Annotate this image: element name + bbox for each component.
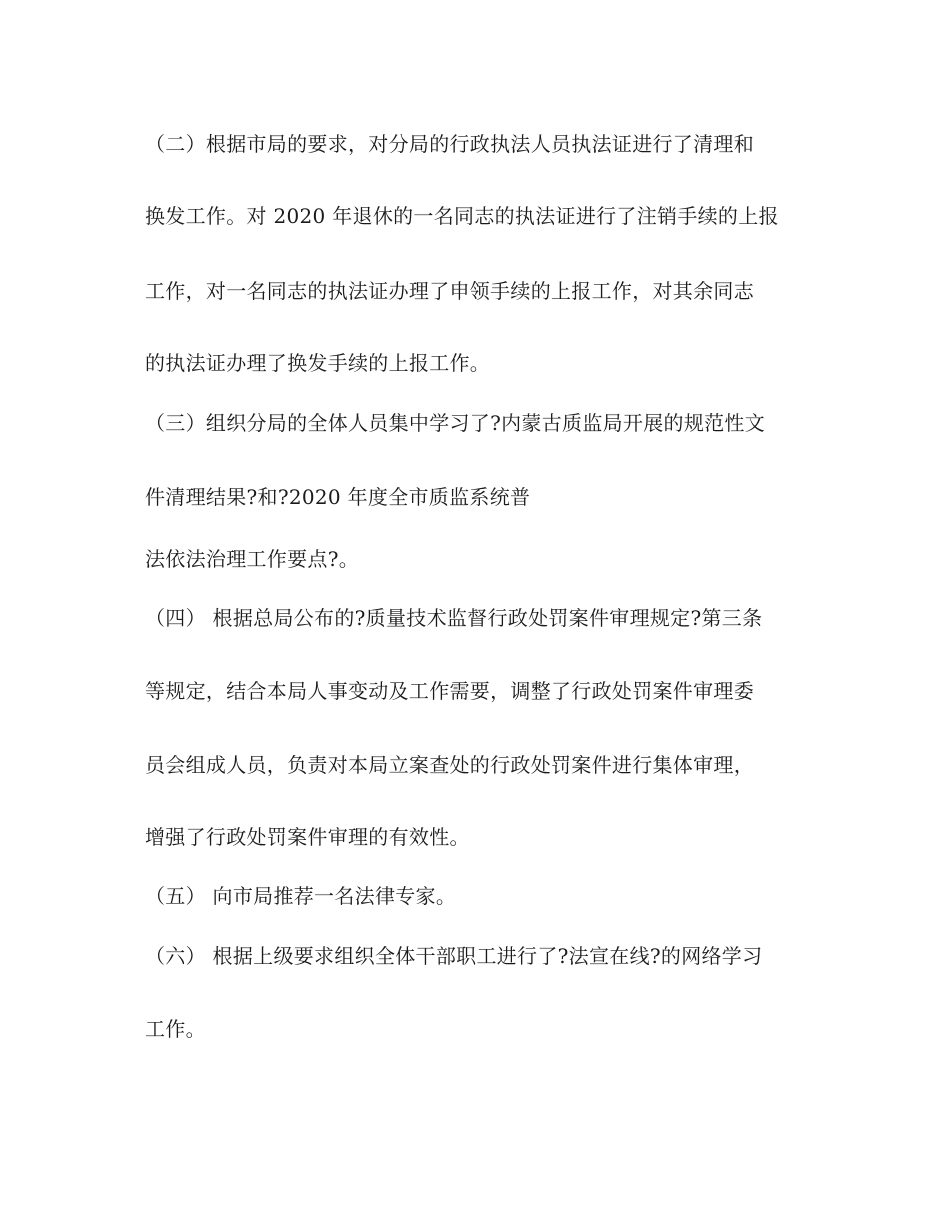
text-line: （五） 向市局推荐一名法律专家。 — [145, 884, 457, 908]
text-line: 法依法治理工作要点?。 — [145, 547, 360, 571]
text-line: 的执法证办理了换发手续的上报工作。 — [145, 351, 491, 375]
text-line: 工作，对一名同志的执法证办理了申领手续的上报工作，对其余同志 — [145, 279, 754, 303]
text-line: 等规定，结合本局人事变动及工作需要，调整了行政处罚案件审理委 — [145, 679, 754, 703]
text-line: （六） 根据上级要求组织全体干部职工进行了?法宣在线?的网络学习 — [145, 944, 763, 968]
text-line: （二）根据市局的要求，对分局的行政执法人员执法证进行了清理和 — [145, 132, 754, 156]
text-line: 件清理结果?和?2020 年度全市质监系统普 — [145, 485, 531, 509]
text-line: 增强了行政处罚案件审理的有效性。 — [145, 825, 470, 849]
text-line: 工作。 — [145, 1017, 206, 1041]
text-line: 换发工作。对 2020 年退休的一名同志的执法证进行了注销手续的上报 — [145, 204, 779, 228]
text-line: （三）组织分局的全体人员集中学习了?内蒙古质监局开展的规范性文 — [145, 411, 766, 435]
text-line: 员会组成人员，负责对本局立案查处的行政处罚案件进行集体审理， — [145, 753, 754, 777]
text-line: （四） 根据总局公布的?质量技术监督行政处罚案件审理规定?第三条 — [145, 606, 763, 630]
